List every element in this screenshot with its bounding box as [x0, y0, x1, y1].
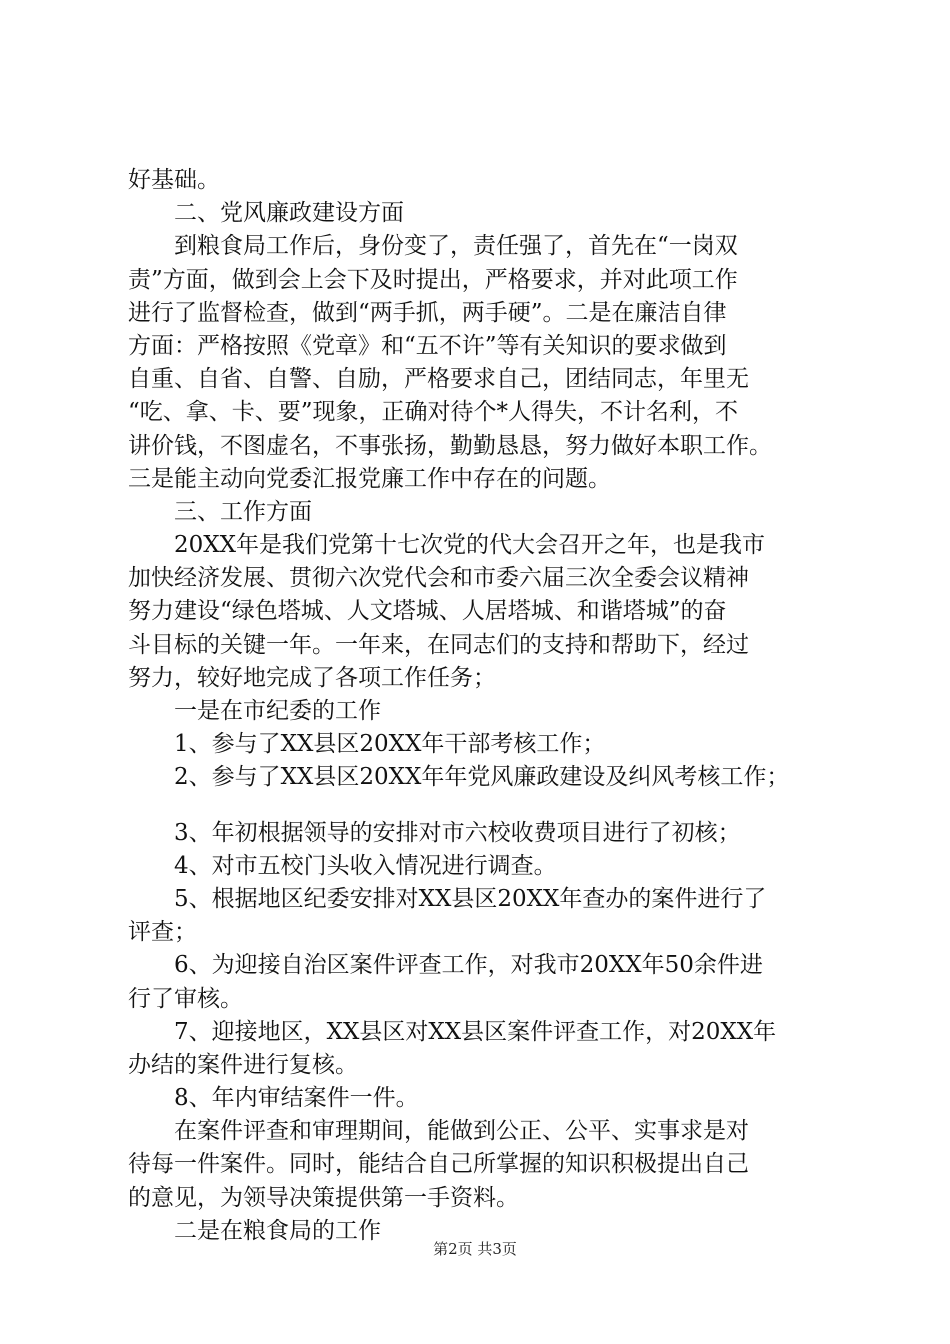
document-body [128, 164, 828, 1248]
text-line: 2、参与了XX县区20XX年年党风廉政建设及纠风考核工作； [174, 764, 790, 791]
section-heading [128, 197, 828, 230]
text-line: 三、工作方面 [174, 498, 312, 525]
paragraph [128, 695, 828, 728]
text-line: 7、迎接地区，XX县区对XX县区案件评查工作，对20XX年 [174, 1018, 777, 1045]
text-line: 努力建设“绿色塔城、人文塔城、人居塔城、和谐塔城”的奋 [128, 598, 727, 625]
text-line: 一是在市纪委的工作 [174, 698, 381, 724]
blank-line [128, 795, 828, 817]
list-item [128, 761, 828, 794]
text-line: 方面：严格按照《党章》和“五不许”等有关知识的要求做到 [128, 332, 727, 359]
list-item [128, 1016, 828, 1082]
text-line: 二、党风廉政建设方面 [174, 200, 404, 227]
text-line: 办结的案件进行复核。 [128, 1051, 358, 1078]
text-line: 3、年初根据领导的安排对市六校收费项目进行了初核； [174, 819, 741, 846]
text-line: 8、年内审结案件一件。 [174, 1085, 419, 1112]
text-line: 责”方面，做到会上会下及时提出，严格要求，并对此项工作 [128, 266, 738, 293]
text-line: 讲价钱，不图虚名，不事张扬，勤勤恳恳，努力做好本职工作。 [128, 432, 772, 459]
text-line: 4、对市五校门头收入情况进行调查。 [174, 852, 557, 879]
paragraph [128, 230, 828, 496]
text-line: 二是在粮食局的工作 [174, 1217, 381, 1244]
text-line: 1、参与了XX县区20XX年干部考核工作； [174, 731, 606, 758]
text-line: 6、为迎接自治区案件评查工作，对我市20XX年50余件进 [174, 952, 763, 979]
text-line: 的意见，为领导决策提供第一手资料。 [128, 1184, 519, 1211]
text-line: 好基础。 [128, 167, 220, 193]
text-line: “吃、拿、卡、要”现象，正确对待个*人得失，不计名利，不 [128, 399, 739, 426]
text-line: 加快经济发展、贯彻六次党代会和市委六届三次全委会议精神 [128, 565, 749, 592]
paragraph [128, 164, 828, 197]
page-number: 第2页 共3页 [433, 1240, 517, 1258]
paragraph [128, 1115, 828, 1215]
paragraph [128, 529, 828, 695]
text-line: 自重、自省、自警、自励，严格要求自己，团结同志，年里无 [128, 366, 749, 393]
list-item [128, 949, 828, 1015]
text-line: 到粮食局工作后，身份变了，责任强了，首先在“一岗双 [174, 233, 738, 260]
text-line: 斗目标的关键一年。一年来，在同志们的支持和帮助下，经过 [128, 631, 749, 658]
list-item [128, 728, 828, 761]
page-footer [0, 1239, 950, 1259]
text-line: 待每一件案件。同时，能结合自己所掌握的知识积极提出自己 [128, 1151, 749, 1178]
text-line: 努力，较好地完成了各项工作任务； [128, 664, 496, 691]
text-line: 进行了监督检查，做到“两手抓，两手硬”。二是在廉洁自律 [128, 299, 727, 326]
list-item [128, 883, 828, 949]
list-item [128, 850, 828, 883]
text-line: 三是能主动向党委汇报党廉工作中存在的问题。 [128, 465, 611, 492]
text-line: 20XX年是我们党第十七次党的代大会召开之年，也是我市 [174, 532, 766, 559]
list-item [128, 817, 828, 850]
text-line: 在案件评查和审理期间，能做到公正、公平、实事求是对 [174, 1118, 749, 1145]
list-item [128, 1082, 828, 1115]
text-line: 评查； [128, 919, 197, 946]
text-line: 5、根据地区纪委安排对XX县区20XX年查办的案件进行了 [174, 885, 767, 912]
text-line: 行了审核。 [128, 985, 243, 1012]
section-heading [128, 496, 828, 529]
